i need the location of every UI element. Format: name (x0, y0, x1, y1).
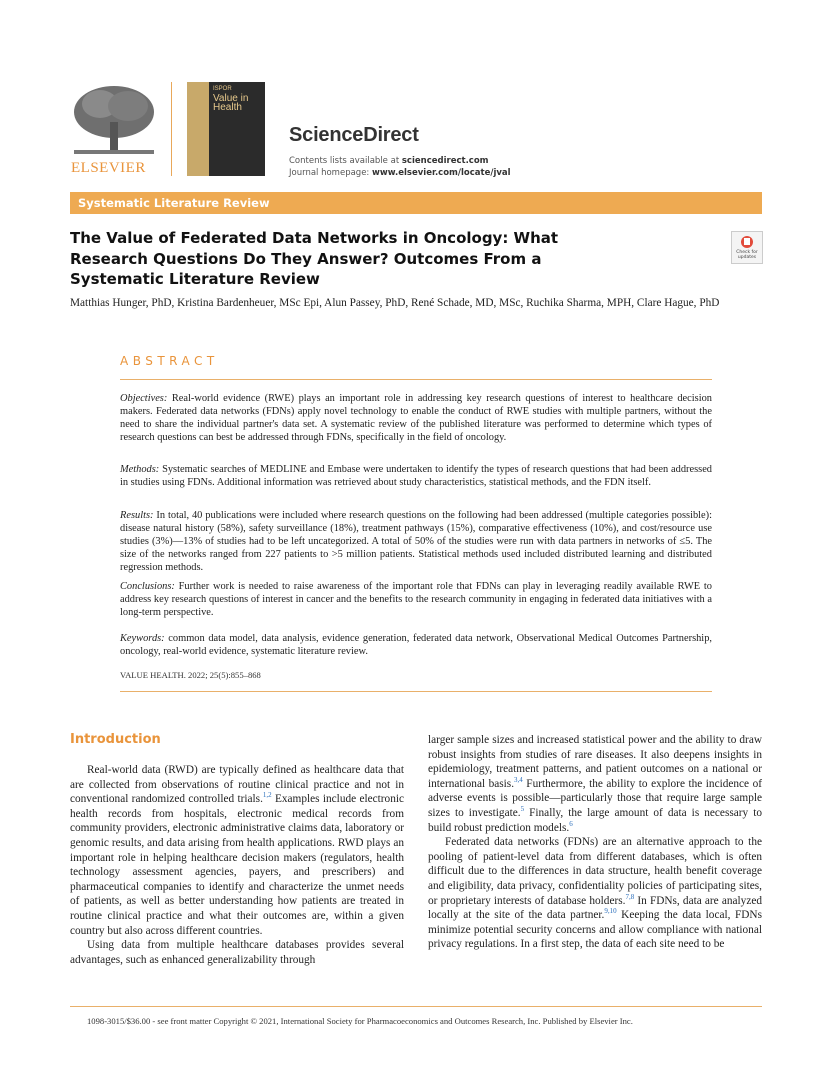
journal-citation: VALUE HEALTH. 2022; 25(5):855–868 (120, 670, 261, 680)
abstract-rule-bottom (120, 691, 712, 692)
results-label: Results: (120, 510, 154, 521)
reference-link[interactable]: 1,2 (262, 791, 272, 800)
body-column-left (70, 763, 404, 967)
methods-text: Systematic searches of MEDLINE and Embase were undertaken to identify the types of research questions that had been addressed in studies using FDNs. Additional information was retrieved about study characteristics, statistical methods, and the FDN itself. (120, 464, 712, 488)
abstract-objectives (120, 392, 712, 444)
reference-link[interactable]: 9,10 (604, 907, 617, 916)
publisher-logo-text: ELSEVIER (71, 160, 146, 176)
intro-paragraph-3 (428, 733, 762, 835)
objectives-label: Objectives: (120, 393, 168, 404)
bookmark-icon (744, 238, 750, 245)
intro-text: Furthermore, the ability to explore the incidence of adverse events is possible—particularly those that require large sample sizes to investigate. (428, 777, 762, 819)
abstract-keywords (120, 632, 712, 658)
check-updates-label: Check for updates (736, 250, 758, 260)
abstract-heading: ABSTRACT (120, 354, 219, 368)
homepage-line (289, 168, 511, 178)
abstract-results (120, 509, 712, 574)
article-title: The Value of Federated Data Networks in Oncology: What Research Questions Do They Answer? Outcomes From a Systematic Literature Review (70, 229, 559, 288)
abstract-methods (120, 463, 712, 489)
article-type: Systematic Literature Review (78, 196, 270, 210)
intro-paragraph-2: Using data from multiple healthcare databases provides several advantages, such as enhanced generalizability through (70, 939, 404, 966)
intro-text: larger sample sizes and increased statistical power and the ability to draw robust insights from studies of rare diseases. It also deepens insights in epidemiology, treatment patterns, and patient outcomes on a national or international basis. (428, 734, 762, 790)
copyright-footer: 1098-3015/$36.00 - see front matter Copyright © 2021, International Society for Pharmacoeconomics and Outcomes Research, Inc. Published by Elsevier Inc. (87, 1016, 633, 1026)
reference-link[interactable]: 6 (569, 819, 573, 828)
intro-text: Real-world data (RWD) are typically defined as healthcare data that are collected from observations of routine clinical practice and not in conventional randomized controlled trials. (70, 764, 404, 806)
header-divider (171, 82, 172, 176)
keywords-label: Keywords: (120, 633, 165, 644)
homepage-prefix: Journal homepage: (289, 168, 372, 178)
sciencedirect-link[interactable]: sciencedirect.com (401, 156, 489, 166)
conclusions-label: Conclusions: (120, 581, 175, 592)
keywords-text: common data model, data analysis, evidence generation, federated data network, Observational Medical Outcomes Partnership, oncology, real-world evidence, systematic literature review. (120, 633, 712, 657)
intro-text: Examples include electronic health records from hospitals, electronic medical records from community providers, electronic administrative claims data, laboratory or genomic results, and data arising from health applications. RWD plays an important role in helping healthcare decision makers (regulators, health technology assessment agencies, payers, and prescribers) and pharmaceutical companies to identify and characterize the unmet needs of patients, as well as better understanding how patients are treated in routine clinical practice and what their outcomes are, within a given country but also across different countries. (70, 793, 404, 937)
abstract-conclusions (120, 580, 712, 619)
introduction-heading: Introduction (70, 732, 161, 747)
reference-link[interactable]: 7,8 (625, 892, 635, 901)
cover-society: ISPOR (213, 86, 232, 92)
abstract-rule-top (120, 379, 712, 380)
contents-line (289, 156, 489, 166)
sciencedirect-logo[interactable]: ScienceDirect (289, 124, 419, 146)
methods-label: Methods: (120, 464, 160, 475)
footer-rule (70, 1006, 762, 1007)
objectives-text: Real-world evidence (RWE) plays an important role in addressing key research questions of interest to healthcare decision makers. Federated data networks (FDNs) apply novel technology to enable the conduct of RWE studies with multiple partners, without the need to share the individual partner's data set. A systematic review of the published literature was performed to determine which types of research questions can best be addressed through FDNs, specifically in the field of oncology. (120, 393, 712, 443)
intro-paragraph-4 (428, 835, 762, 952)
contents-prefix: Contents lists available at (289, 156, 402, 166)
journal-homepage-link[interactable]: www.elsevier.com/locate/jval (372, 168, 511, 178)
author-list: Matthias Hunger, PhD, Kristina Bardenheuer, MSc Epi, Alun Passey, PhD, René Schade, MD, MSc, Ruchika Sharma, MPH, Clare Hague, PhD (70, 297, 720, 309)
elsevier-logo (70, 82, 158, 176)
intro-text: Keeping the data local, FDNs minimize potential security concerns and allow compliance with national privacy regulations. In a first step, the data of each site need to be (428, 909, 762, 951)
conclusions-text: Further work is needed to raise awareness of the important role that FDNs can play in leveraging readily available RWE to address key research questions of interest in cancer and the benefits to the research community in engaging in federated data initiatives with a long-term perspective. (120, 581, 712, 618)
check-for-updates-button[interactable] (731, 231, 763, 264)
body-column-right (428, 733, 762, 952)
article-type-banner (70, 192, 762, 214)
intro-text: Federated data networks (FDNs) are an alternative approach to the pooling of patient-level data from different databases, which is often difficult due to the differences in data structure, health benefit coverage and eligibility, data privacy, confidentiality policies of participating sites, or proprietary interests of database holders. (428, 836, 762, 907)
intro-paragraph-1 (70, 763, 404, 938)
intro-text: Finally, the large amount of data is necessary to build robust prediction models. (428, 806, 762, 834)
reference-link[interactable]: 5 (520, 805, 525, 814)
cover-title: Value in Health (213, 93, 249, 113)
intro-text: In FDNs, data are analyzed locally at the site of the data partner. (428, 894, 762, 922)
cover-band (187, 82, 209, 176)
results-text: In total, 40 publications were included where research questions on the following had been addressed (multiple categories possible): disease natural history (58%), safety surveillance (18%), treatment pathways (15%), comparative effectiveness (10%), and cost/resource use studies (3%)—13% of studies had to be left uncategorized. A total of 50% of the studies were run with data partners in networks of ≤5. The size of the networks ranged from 227 patients to >5 million patients. Statistical methods used included distributed learning and distributed regression methods. (120, 510, 712, 573)
journal-cover[interactable] (187, 82, 265, 176)
reference-link[interactable]: 3,4 (514, 776, 523, 785)
